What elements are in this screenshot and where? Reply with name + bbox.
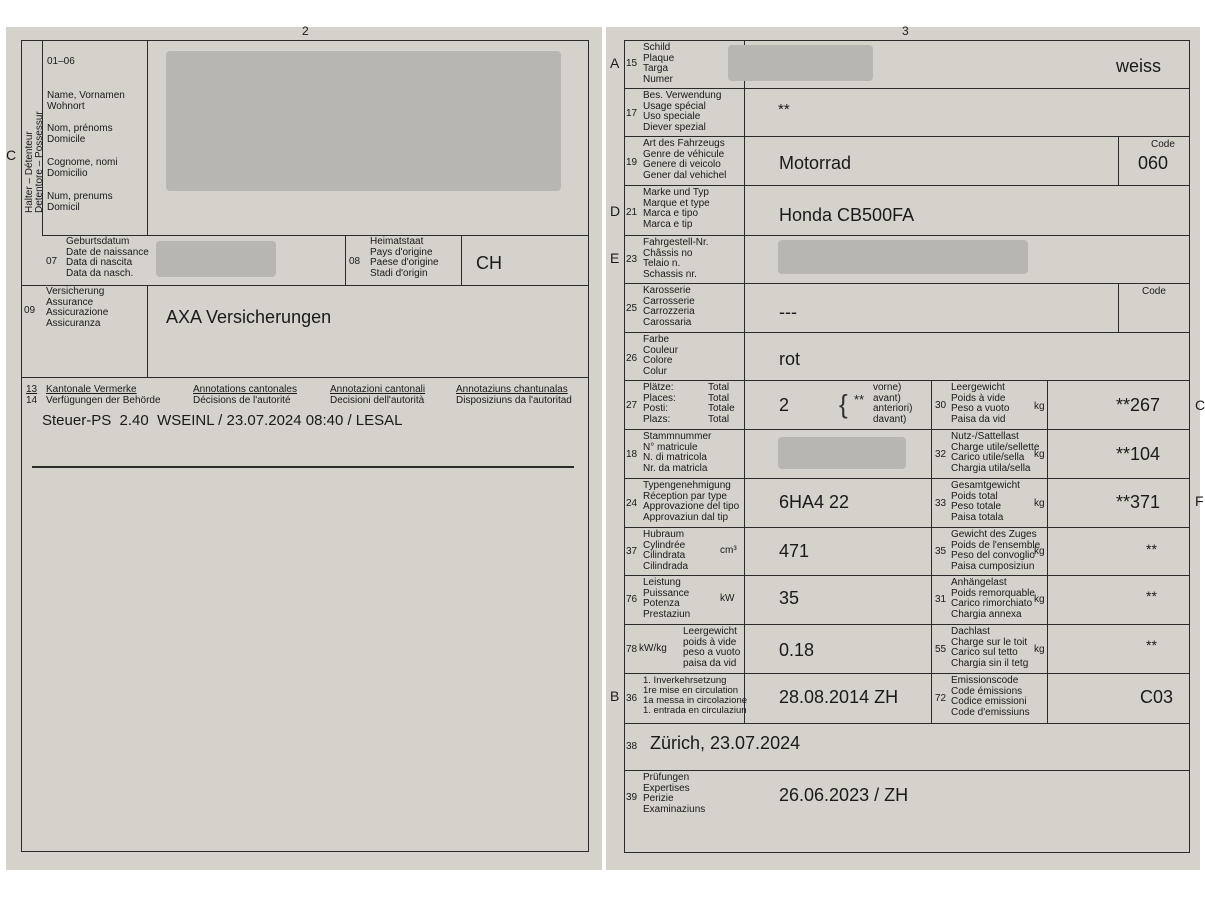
divider (624, 332, 1190, 333)
redacted-plate-number (728, 45, 873, 81)
field-27-total-label: Total Total Totale Total (708, 382, 735, 425)
field-55-unit: kg (1034, 644, 1045, 655)
field-32-unit: kg (1034, 449, 1045, 460)
field-76-unit: kW (720, 593, 735, 604)
field-21-label: Marke und Typ Marque et type Marca e tipo Marca e tip (643, 187, 710, 230)
divider (147, 285, 148, 377)
field-30-unit: kg (1034, 401, 1045, 412)
field-36-label: 1. Inverkehrsetzung 1re mise en circulation 1a messa in circolazione 1. entrada en circulaziun (643, 675, 748, 716)
field-14-label-fr: Décisions de l'autorité (193, 395, 291, 406)
redacted-holder-name (166, 51, 561, 191)
field-32-label: Nutz-/Sattellast Charge utile/sellette Carico utile/sella Chargia utila/sella (951, 431, 1040, 474)
field-08-label: Heimatstaat Pays d'origine Paese d'origine Stadi d'origin (370, 236, 439, 279)
field-08-number: 08 (349, 256, 361, 267)
field-01-06-number: 01–06 (47, 56, 75, 67)
field-17-number: 17 (626, 108, 638, 119)
field-37-unit: cm³ (720, 545, 737, 556)
field-32-value: **104 (1116, 444, 1161, 464)
field-35-value: ** (1146, 541, 1157, 557)
field-36-number: 36 (626, 693, 638, 704)
holder-label-de: Name, Vornamen Wohnort (47, 90, 125, 112)
field-08-value: CH (476, 253, 502, 273)
field-35-unit: kg (1034, 546, 1045, 557)
redacted-chassis-number (778, 240, 1028, 274)
field-72-number: 72 (935, 693, 947, 704)
field-13-label-rm: Annotaziuns chantunalas (456, 384, 568, 395)
field-72-label: Emissionscode Code émissions Codice emissioni Code d'emissiuns (951, 675, 1030, 718)
divider (1118, 136, 1119, 185)
field-09-value: AXA Versicherungen (166, 307, 332, 327)
field-35-label: Gewicht des Zuges Poids de l'ensemble Peso del convoglio Paisa cumposiziun (951, 529, 1041, 572)
field-14-number: 14 (26, 395, 38, 406)
divider (624, 283, 1190, 284)
field-32-number: 32 (935, 449, 947, 460)
field-14-label-rm: Disposiziuns da l'autoritad (456, 395, 572, 406)
divider (1047, 380, 1048, 723)
left-page (6, 24, 602, 870)
margin-letter-c: C (1195, 397, 1205, 413)
field-19-label: Art des Fahrzeugs Genre de véhicule Genere di veicolo Gener dal vehichel (643, 138, 727, 181)
divider (624, 624, 1190, 625)
divider (624, 723, 1190, 724)
field-38-number: 38 (626, 741, 638, 752)
field-33-label: Gesamtgewicht Poids total Peso totale Paisa totala (951, 480, 1020, 523)
field-15-letter: A (610, 55, 620, 71)
field-14-label-it: Decisioni dell'autorità (330, 395, 425, 406)
field-24-label: Typengenehmigung Réception par type Approvazione del tipo Approvaziun dal tip (643, 480, 740, 523)
field-19-code-label: Code (1151, 139, 1175, 150)
field-24-number: 24 (626, 498, 638, 509)
divider (21, 377, 589, 378)
field-25-label: Karosserie Carrosserie Carrozzeria Carossaria (643, 285, 695, 328)
field-55-value: ** (1146, 637, 1157, 653)
holder-vertical-label-1: Halter – Détenteur (24, 131, 35, 213)
field-13-label-fr: Annotations cantonales (193, 384, 297, 395)
field-39-number: 39 (626, 792, 638, 803)
field-24-value: 6HA4 22 (779, 492, 850, 512)
divider (42, 40, 43, 235)
field-35-number: 35 (935, 546, 947, 557)
field-15-value: weiss (1116, 56, 1162, 76)
divider (345, 235, 346, 285)
divider (624, 380, 1190, 381)
field-31-number: 31 (935, 594, 947, 605)
redacted-registry-number (778, 437, 906, 469)
divider (624, 770, 1190, 771)
annotation-underline (32, 466, 574, 468)
divider (21, 285, 589, 286)
field-78-number: 78 (626, 644, 638, 655)
field-38-value: Zürich, 23.07.2024 (650, 733, 801, 753)
field-27-front-label: vorne) avant) anteriori) davant) (873, 382, 913, 425)
field-78-label: Leergewicht poids à vide peso a vuoto paisa da vid (683, 626, 741, 669)
page-number-right: 3 (902, 24, 909, 38)
front-seats-brace: { (839, 389, 848, 419)
field-30-value: **267 (1116, 395, 1161, 415)
field-78-unit: kW/kg (639, 643, 667, 654)
field-27-value: 2 (779, 395, 790, 415)
field-27-label: Plätze: Places: Posti: Plazs: (643, 382, 676, 425)
field-13-number: 13 (26, 384, 38, 395)
field-19-value: Motorrad (779, 153, 852, 173)
field-39-value: 26.06.2023 / ZH (779, 785, 909, 805)
field-21-value: Honda CB500FA (779, 205, 915, 225)
divider (624, 136, 1190, 137)
field-21-letter: D (610, 203, 621, 219)
field-30-label: Leergewicht Poids à vide Peso a vuoto Paisa da vid (951, 382, 1010, 425)
field-37-value: 471 (779, 541, 810, 561)
field-18-number: 18 (626, 449, 638, 460)
field-31-value: ** (1146, 588, 1157, 604)
divider (744, 40, 745, 723)
field-26-label: Farbe Couleur Colore Colur (643, 334, 679, 377)
holder-label-fr: Nom, prénoms Domicile (47, 123, 113, 145)
divider (147, 40, 148, 235)
divider (624, 429, 1190, 430)
field-78-value: 0.18 (779, 640, 815, 660)
holder-label-rm: Num, prenums Domicil (47, 191, 113, 213)
divider (624, 575, 1190, 576)
divider (624, 673, 1190, 674)
divider (624, 88, 1190, 89)
field-07-number: 07 (46, 256, 58, 267)
field-14-label-de: Verfügungen der Behörde (46, 395, 161, 406)
field-19-code-value: 060 (1138, 153, 1169, 173)
field-15-number: 15 (626, 58, 638, 69)
field-19-number: 19 (626, 157, 638, 168)
right-page (606, 24, 1205, 870)
field-76-number: 76 (626, 594, 638, 605)
field-55-label: Dachlast Charge sur le toit Carico sul tetto Chargia sin il tetg (951, 626, 1029, 669)
cantonal-annotation-text: Steuer-PS 2.40 WSEINL / 23.07.2024 08:40 / LESAL (42, 412, 403, 429)
field-33-unit: kg (1034, 498, 1045, 509)
field-18-label: Stammnummer N° matricule N. di matricola Nr. da matricla (643, 431, 712, 474)
divider (624, 185, 1190, 186)
field-07-label: Geburtsdatum Date de naissance Data di nascita Data da nasch. (66, 236, 149, 279)
divider (624, 527, 1190, 528)
field-39-label: Prüfungen Expertises Perizie Examinaziuns (643, 772, 706, 815)
field-13-label-de: Kantonale Vermerke (46, 384, 137, 395)
field-09-label: Versicherung Assurance Assicurazione Assicuranza (46, 286, 109, 329)
field-25-number: 25 (626, 303, 638, 314)
field-21-number: 21 (626, 207, 638, 218)
field-37-label: Hubraum Cylindrée Cilindrata Cilindrada (643, 529, 689, 572)
field-17-label: Bes. Verwendung Usage spécial Uso speciale Diever spezial (643, 90, 722, 133)
redacted-birth-date (156, 241, 276, 277)
field-76-label: Leistung Puissance Potenza Prestaziun (643, 577, 691, 620)
field-76-value: 35 (779, 588, 800, 608)
divider (931, 380, 932, 723)
field-25-code-label: Code (1142, 286, 1166, 297)
field-23-number: 23 (626, 254, 638, 265)
field-25-value: --- (779, 302, 797, 322)
divider (624, 478, 1190, 479)
field-36-letter: B (610, 688, 620, 704)
field-31-unit: kg (1034, 594, 1045, 605)
margin-letter-f: F (1195, 493, 1204, 509)
field-26-value: rot (779, 349, 801, 369)
field-55-number: 55 (935, 644, 947, 655)
field-31-label: Anhängelast Poids remorquable Carico rimorchiato Chargia annexa (951, 577, 1035, 620)
field-26-number: 26 (626, 353, 638, 364)
holder-vertical-label-2: Detentore – Possessur (34, 111, 45, 213)
field-36-value: 28.08.2014 ZH (779, 687, 899, 707)
field-09-number: 09 (24, 305, 36, 316)
field-37-number: 37 (626, 546, 638, 557)
divider (624, 235, 1190, 236)
field-27-number: 27 (626, 400, 638, 411)
divider (461, 235, 462, 285)
field-23-label: Fahrgestell-Nr. Châssis no Telaio n. Schassis nr. (643, 237, 709, 280)
field-33-value: **371 (1116, 492, 1161, 512)
field-30-number: 30 (935, 400, 947, 411)
divider (1118, 283, 1119, 332)
field-72-value: C03 (1140, 687, 1174, 707)
field-17-value: ** (778, 101, 790, 118)
field-33-number: 33 (935, 498, 947, 509)
field-27-front-marker: ** (854, 392, 865, 407)
holder-label-it: Cognome, nomi Domicilio (47, 157, 118, 179)
field-23-letter: E (610, 250, 620, 266)
page-number-left: 2 (302, 24, 309, 38)
field-15-label: Schild Plaque Targa Numer (643, 42, 675, 85)
field-13-label-it: Annotazioni cantonali (330, 384, 426, 395)
holder-side-letter: C (6, 147, 17, 163)
